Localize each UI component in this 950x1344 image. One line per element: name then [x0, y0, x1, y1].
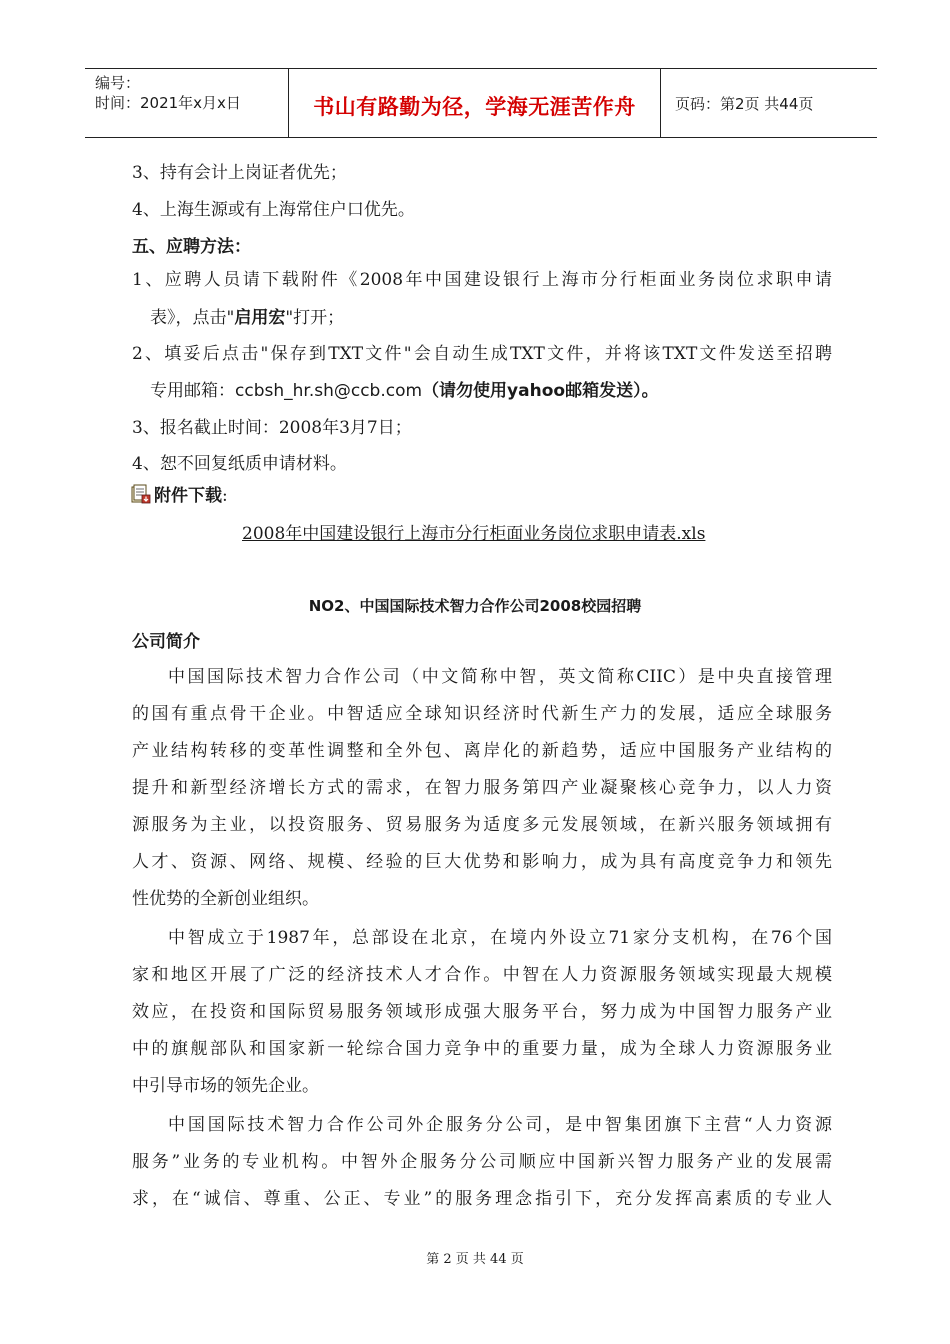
intro-p1-line: 性优势的全新创业组织。 — [132, 889, 319, 909]
attachment-label: 附件下载 — [154, 486, 222, 506]
header-motto: 书山有路勤为径，学海无涯苦作舟 — [313, 95, 636, 119]
intro-p1-line: 人才、资源、网络、规模、经验的巨大优势和影响力，成为具有高度竞争力和领先 — [132, 852, 832, 872]
intro-p2-line: 中智成立于1987年，总部设在北京，在境内外设立71家分支机构，在76个国 — [168, 928, 832, 948]
page-header — [85, 68, 877, 138]
intro-p3-line: 中国国际技术智力合作公司外企服务分公司，是中智集团旗下主营“人力资源 — [168, 1115, 832, 1135]
intro-p3-line: 服务”业务的专业机构。中智外企服务分公司顺应中国新兴智力服务产业的发展需 — [132, 1152, 832, 1172]
apply-item-1-line-2 — [150, 306, 344, 330]
header-meta — [95, 73, 241, 113]
intro-p1-line: 提升和新型经济增长方式的需求，在智力服务第四产业凝聚核心竞争力，以人力资 — [132, 778, 832, 798]
apply-item-4: 4、恕不回复纸质申请材料。 — [132, 454, 347, 474]
recruit-email: ccbsh_hr.sh@ccb.com — [235, 381, 423, 401]
apply-item-3: 3、报名截止时间：2008年3月7日； — [132, 418, 412, 438]
attachment-label-row — [154, 484, 228, 508]
intro-p1-line: 的国有重点骨干企业。中智适应全球知识经济时代新生产力的发展，适应全球服务 — [132, 704, 832, 724]
apply-item-2-line-2 — [150, 379, 659, 403]
attachment-file-link[interactable] — [242, 522, 705, 546]
intro-p1-line: 中国国际技术智力合作公司（中文简称中智，英文简称CIIC）是中央直接管理 — [168, 667, 832, 687]
attachment-colon: : — [222, 486, 228, 506]
header-code: 编号： — [95, 74, 141, 92]
intro-p3-line: 求，在“诚信、尊重、公正、专业”的服务理念指引下，充分发挥高素质的专业人 — [132, 1189, 832, 1209]
email-warning: （请勿使用yahoo邮箱发送）。 — [422, 381, 659, 401]
apply-item-1-text-a: 表》，点击" — [150, 308, 235, 328]
page-footer: 第 2 页 共 44 页 — [426, 1252, 524, 1267]
apply-item-2-line-1: 2、填妥后点击"保存到TXT文件"会自动生成TXT文件，并将该TXT文件发送至招聘 — [132, 344, 832, 364]
requirement-item-3: 3、持有会计上岗证者优先； — [132, 163, 347, 183]
intro-p2-line: 家和地区开展了广泛的经济技术人才合作。中智在人力资源服务领域实现最大规模 — [132, 965, 832, 985]
apply-item-1-line-1: 1、应聘人员请下载附件《2008年中国建设银行上海市分行柜面业务岗位求职申请 — [132, 270, 832, 290]
header-divider — [660, 69, 661, 137]
intro-p1-line: 源服务为主业，以投资服务、贸易服务为适度多元发展领域，在新兴服务领域拥有 — [132, 815, 832, 835]
apply-item-2-text-a: 专用邮箱： — [150, 381, 235, 401]
section-title-no2: NO2、中国国际技术智力合作公司2008校园招聘 — [308, 597, 642, 615]
header-time: 时间：2021年x月x日 — [95, 94, 241, 112]
intro-p2-line: 中的旗舰部队和国家新一轮综合国力竞争中的重要力量，成为全球人力资源服务业 — [132, 1039, 832, 1059]
enable-macro-text: 启用宏 — [234, 308, 286, 328]
attachment-icon — [131, 484, 151, 504]
intro-p2-line: 效应，在投资和国际贸易服务领域形成强大服务平台，努力成为中国智力服务产业 — [132, 1002, 832, 1022]
header-page-number: 页码：第2页 共44页 — [675, 95, 814, 113]
section-heading-apply: 五、应聘方法： — [132, 237, 251, 257]
requirement-item-4: 4、上海生源或有上海常住户口优先。 — [132, 200, 415, 220]
intro-p1-line: 产业结构转移的变革性调整和全外包、离岸化的新趋势，适应中国服务产业结构的 — [132, 741, 832, 761]
apply-item-1-text-b: "打开； — [285, 308, 345, 328]
attachment-file-link-text[interactable]: 2008年中国建设银行上海市分行柜面业务岗位求职申请表.xls — [242, 524, 706, 544]
company-intro-heading: 公司简介 — [132, 632, 200, 652]
intro-p2-line: 中引导市场的领先企业。 — [132, 1076, 319, 1096]
